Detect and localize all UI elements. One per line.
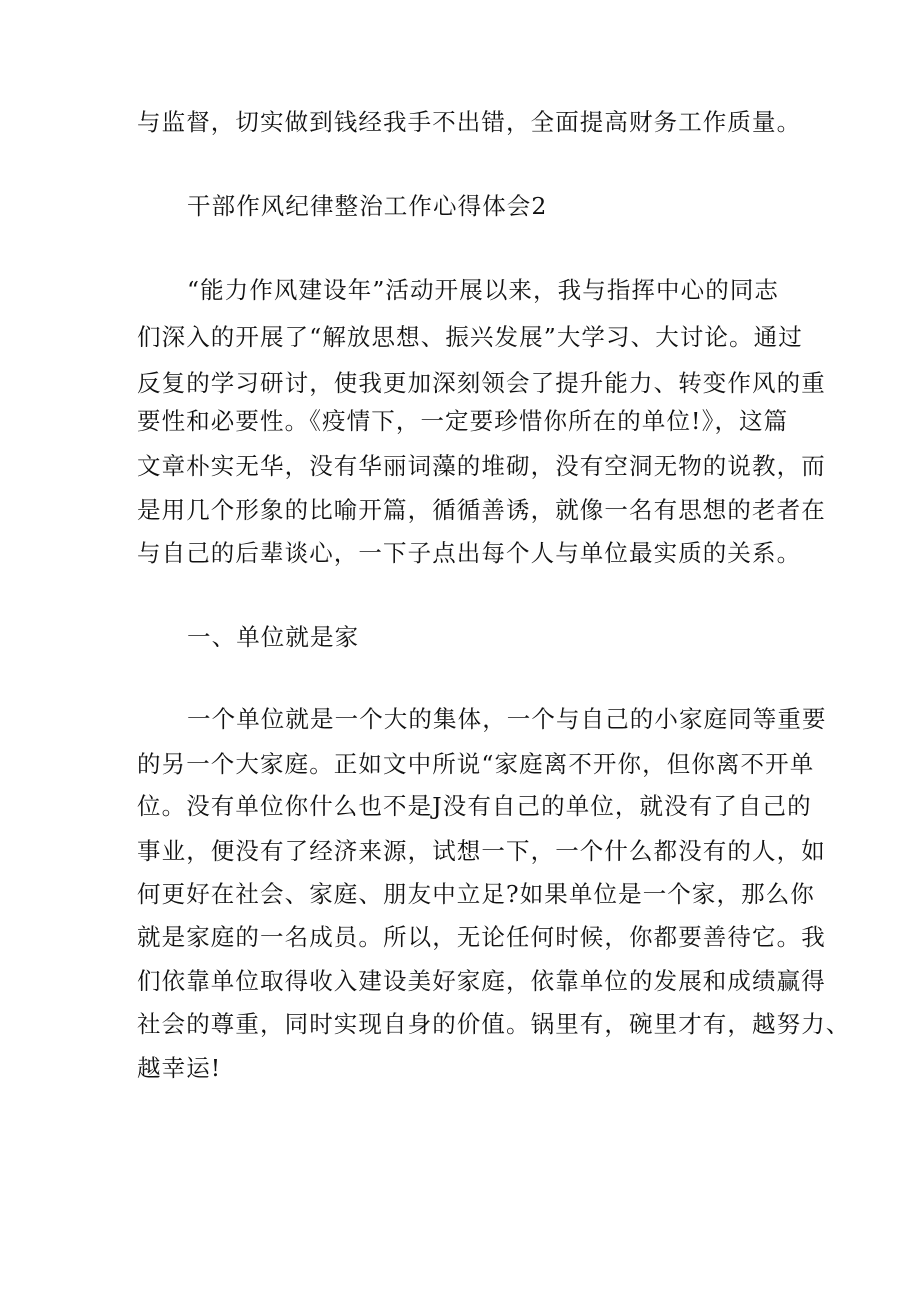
paragraph-line: 们深入的开展了“解放思想、振兴发展”大学习、大讨论。通过 — [137, 323, 803, 351]
section-heading: 一、单位就是家 — [187, 623, 360, 651]
paragraph-line: “能力作风建设年”活动开展以来，我与指挥中心的同志 — [187, 276, 780, 304]
paragraph-line: 社会的尊重，同时实现自身的价值。锅里有，碗里才有，越努力、 — [137, 1010, 851, 1038]
paragraph-line: 一个单位就是一个大的集体，一个与自己的小家庭同等重要 — [187, 705, 827, 733]
paragraph-line: 位。没有单位你什么也不是J没有自己的单位，就没有了自己的 — [137, 792, 812, 820]
opening-line: 与监督，切实做到钱经我手不出错，全面提高财务工作质量。 — [137, 108, 802, 136]
document-title: 干部作风纪律整治工作心得体会2 — [187, 192, 548, 220]
paragraph-line: 何更好在社会、家庭、朋友中立足?如果单位是一个家，那么你 — [137, 880, 815, 908]
paragraph-line: 的另一个大家庭。正如文中所说“家庭离不开你，但你离不开单 — [137, 750, 815, 778]
paragraph-line: 与自己的后辈谈心，一下子点出每个人与单位最实质的关系。 — [137, 539, 802, 567]
paragraph-line: 要性和必要性。《疫情下，一定要珍惜你所在的单位!》，这篇 — [137, 407, 789, 435]
paragraph-line: 就是家庭的一名成员。所以，无论任何时候，你都要善待它。我 — [137, 923, 826, 951]
paragraph-line: 们依靠单位取得收入建设美好家庭，依靠单位的发展和成绩赢得 — [137, 967, 826, 995]
paragraph-line: 反复的学习研讨，使我更加深刻领会了提升能力、转变作风的重 — [137, 369, 826, 397]
paragraph-line: 是用几个形象的比喻开篇，循循善诱，就像一名有思想的老者在 — [137, 496, 826, 524]
paragraph-line: 越幸运! — [137, 1054, 222, 1082]
paragraph-line: 事业，便没有了经济来源，试想一下，一个什么都没有的人，如 — [137, 837, 826, 865]
paragraph-line: 文章朴实无华，没有华丽词藻的堆砌，没有空洞无物的说教，而 — [137, 452, 826, 480]
